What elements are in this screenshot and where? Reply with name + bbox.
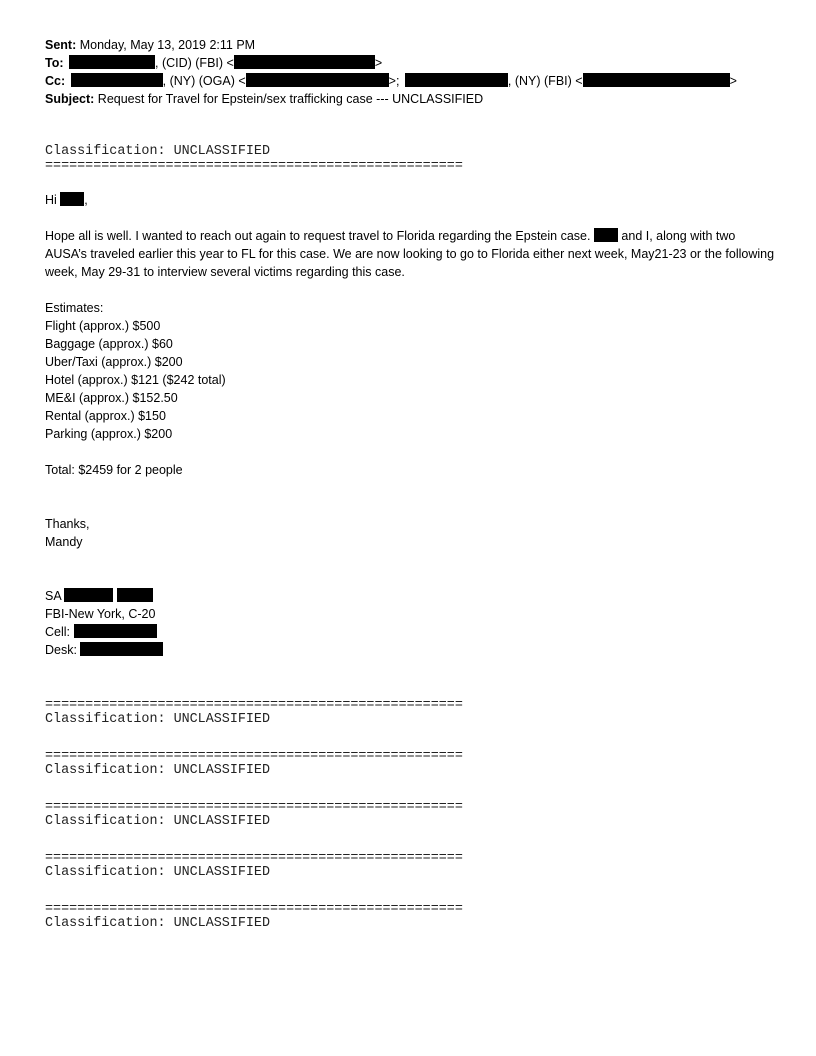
redaction-box (405, 73, 508, 87)
redaction-box (71, 73, 163, 87)
closing-thanks: Thanks, (45, 517, 90, 531)
request-paragraph (45, 227, 780, 281)
classification-rule: ==================================================== (45, 852, 463, 865)
subject-line (45, 90, 785, 108)
classification-rule: ==================================================== (45, 160, 463, 173)
redaction-box (64, 588, 113, 602)
signature-desk-line (45, 641, 785, 659)
redaction-box (246, 73, 389, 87)
to-label: To: (45, 56, 64, 70)
redaction-box (69, 55, 155, 69)
paragraph-text: and I, along with two AUSA’s traveled earlier this year to FL for this case. We are now looking to go to Florida either next week, May21-23 or the following week, May 29-31 to interview several victims regarding this case. (45, 229, 775, 279)
estimate-item: Parking (approx.) $200 (45, 427, 173, 441)
estimate-item: Hotel (approx.) $121 ($242 total) (45, 373, 226, 387)
estimate-item: Flight (approx.) $500 (45, 319, 161, 333)
signature-title: SA (45, 589, 61, 603)
classification-label: Classification: UNCLASSIFIED (45, 916, 270, 931)
desk-label: Desk: (45, 643, 77, 657)
sender-name: Mandy (45, 535, 83, 549)
signature-cell-line (45, 623, 785, 641)
sent-line (45, 36, 785, 54)
redaction-box (234, 55, 375, 69)
redaction-box (80, 642, 163, 656)
sent-label: Sent: (45, 38, 77, 52)
classification-label: Classification: UNCLASSIFIED (45, 865, 270, 880)
cc-line (45, 72, 785, 90)
redaction-box (74, 624, 157, 638)
to-text-end: > (374, 56, 383, 70)
cc-label: Cc: (45, 74, 66, 88)
greeting-text: Hi (45, 193, 57, 207)
estimate-item: Uber/Taxi (approx.) $200 (45, 355, 183, 369)
signature-office: FBI-New York, C-20 (45, 607, 156, 621)
estimate-total: Total: $2459 for 2 people (45, 463, 183, 477)
cc-text: , (NY) (OGA) < (162, 74, 246, 88)
classification-rule: ==================================================== (45, 801, 463, 814)
estimate-item: ME&I (approx.) $152.50 (45, 391, 178, 405)
estimate-item: Rental (approx.) $150 (45, 409, 166, 423)
classification-rule: ==================================================== (45, 903, 463, 916)
estimates-title: Estimates: (45, 301, 104, 315)
to-text: , (CID) (FBI) < (155, 56, 234, 70)
classification-label: Classification: UNCLASSIFIED (45, 712, 270, 727)
cc-text: , (NY) (FBI) < (507, 74, 583, 88)
redaction-box (117, 588, 153, 602)
classification-rule: ==================================================== (45, 750, 463, 763)
cc-text-end: > (729, 74, 737, 88)
classification-rule: ==================================================== (45, 699, 463, 712)
greeting (45, 191, 785, 209)
estimate-item: Baggage (approx.) $60 (45, 337, 173, 351)
redaction-box (60, 192, 84, 206)
estimates-list (45, 317, 785, 443)
classification-label: Classification: UNCLASSIFIED (45, 144, 270, 159)
greeting-comma: , (84, 193, 88, 207)
paragraph-text: Hope all is well. I wanted to reach out again to request travel to Florida regarding the Epstein case. (45, 229, 591, 243)
classification-label: Classification: UNCLASSIFIED (45, 763, 270, 778)
classification-footer (45, 699, 785, 932)
sent-value: Monday, May 13, 2019 2:11 PM (79, 38, 256, 52)
subject-label: Subject: (45, 92, 95, 106)
subject-value: Request for Travel for Epstein/sex trafficking case --- UNCLASSIFIED (97, 92, 484, 106)
redaction-box (583, 73, 730, 87)
redaction-box (594, 228, 618, 242)
classification-label: Classification: UNCLASSIFIED (45, 814, 270, 829)
to-line (45, 54, 785, 72)
email-document (45, 36, 785, 932)
signature-title-line (45, 587, 785, 605)
cell-label: Cell: (45, 625, 71, 639)
cc-text: >; (388, 74, 400, 88)
